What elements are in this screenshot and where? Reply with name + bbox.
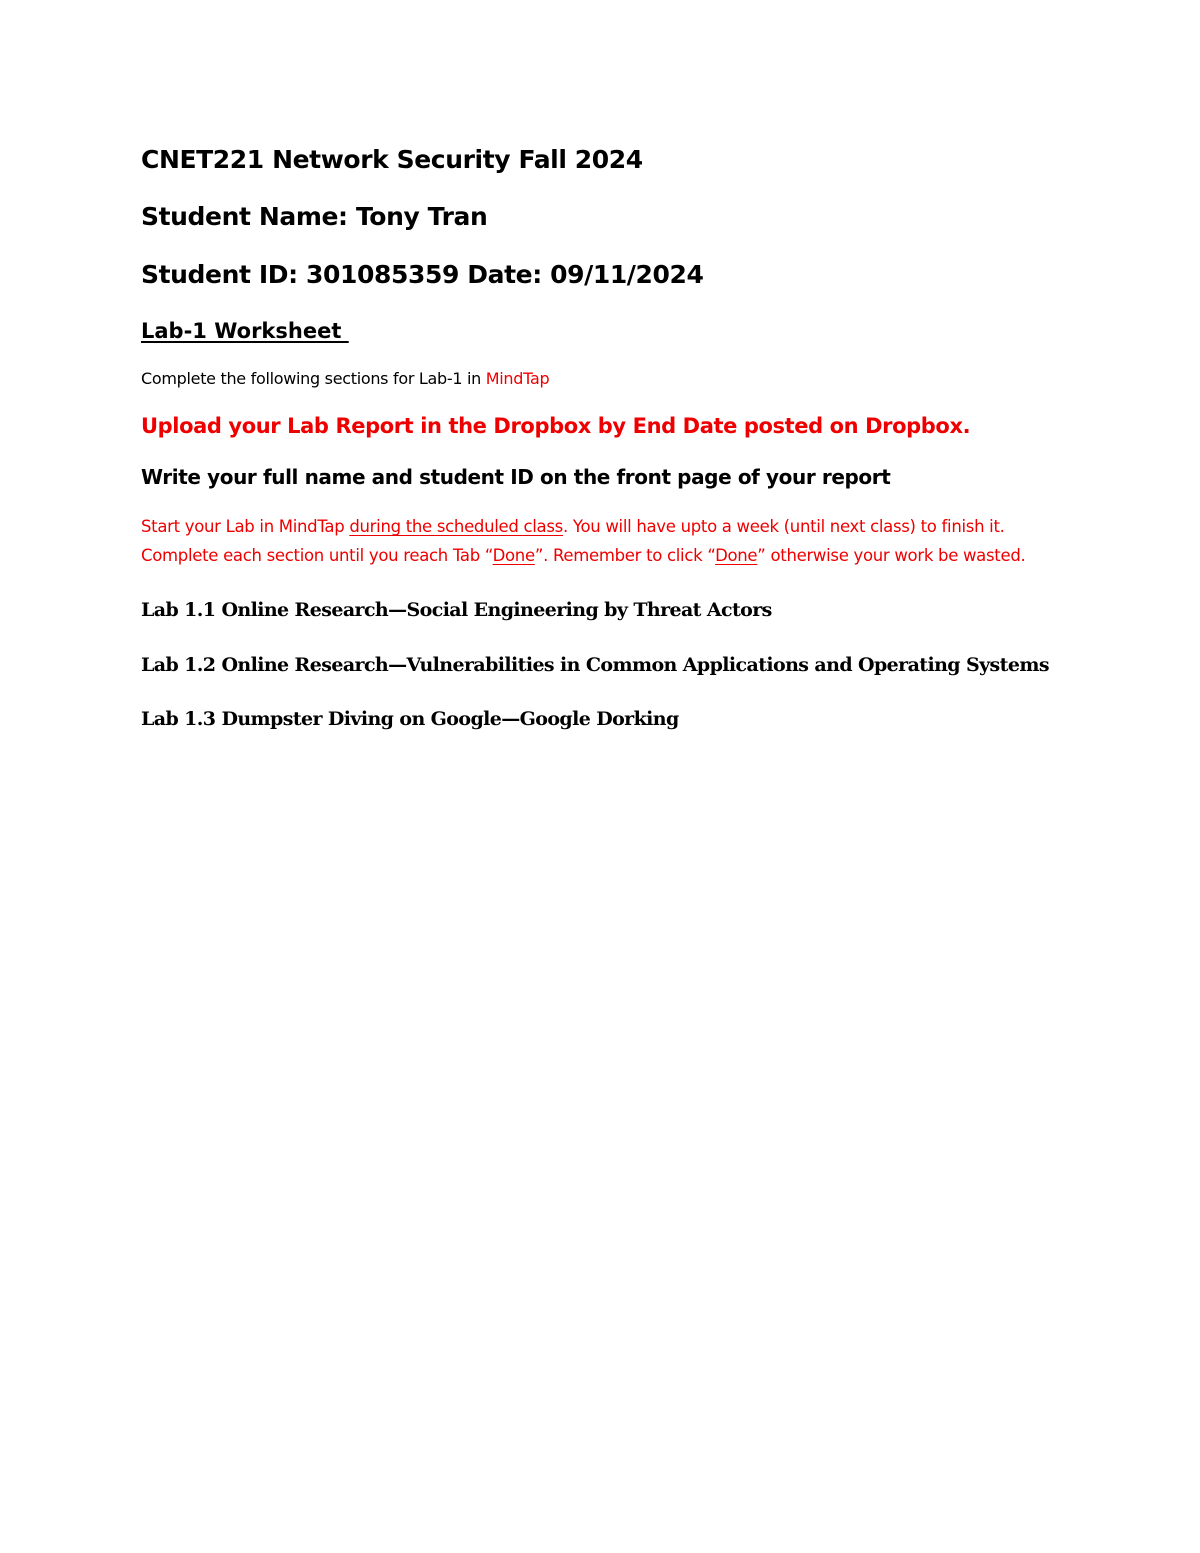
instructions-text-4: ” otherwise your work be wasted.	[757, 545, 1026, 565]
lab-1-2-title: Lab 1.2 Online Research—Vulnerabilities in Common Applications and Operating Systems	[141, 654, 1049, 676]
upload-notice: Upload your Lab Report in the Dropbox by End Date posted on Dropbox.	[141, 414, 971, 438]
lab-1-3-title: Lab 1.3 Dumpster Diving on Google—Google Dorking	[141, 708, 679, 730]
intro-text: Complete the following sections for Lab-1 in	[141, 369, 486, 388]
instructions-text-1: Start your Lab in MindTap	[141, 517, 350, 536]
intro-line	[141, 368, 1101, 390]
front-page-notice: Write your full name and student ID on the front page of your report	[141, 465, 891, 489]
student-name: Student Name: Tony Tran	[141, 202, 488, 231]
scheduled-class-text: during the scheduled class	[349, 517, 563, 536]
lab-1-1-title: Lab 1.1 Online Research—Social Engineering by Threat Actors	[141, 599, 772, 621]
instructions-text-3: ”. Remember to click “	[534, 545, 716, 565]
instructions-text-2: . You will have upto a week (until next class) to finish it. Complete each section until you reach Tab “	[141, 517, 1005, 565]
lab-instructions	[141, 513, 1071, 570]
mindtap-label: MindTap	[485, 369, 550, 388]
course-title: CNET221 Network Security Fall 2024	[141, 145, 643, 174]
document-content	[141, 140, 1101, 732]
worksheet-title: Lab-1 Worksheet	[141, 319, 349, 343]
done-tab-text: Done	[492, 545, 535, 565]
done-click-text: Done	[715, 545, 758, 565]
student-id-date: Student ID: 301085359 Date: 09/11/2024	[141, 260, 704, 289]
